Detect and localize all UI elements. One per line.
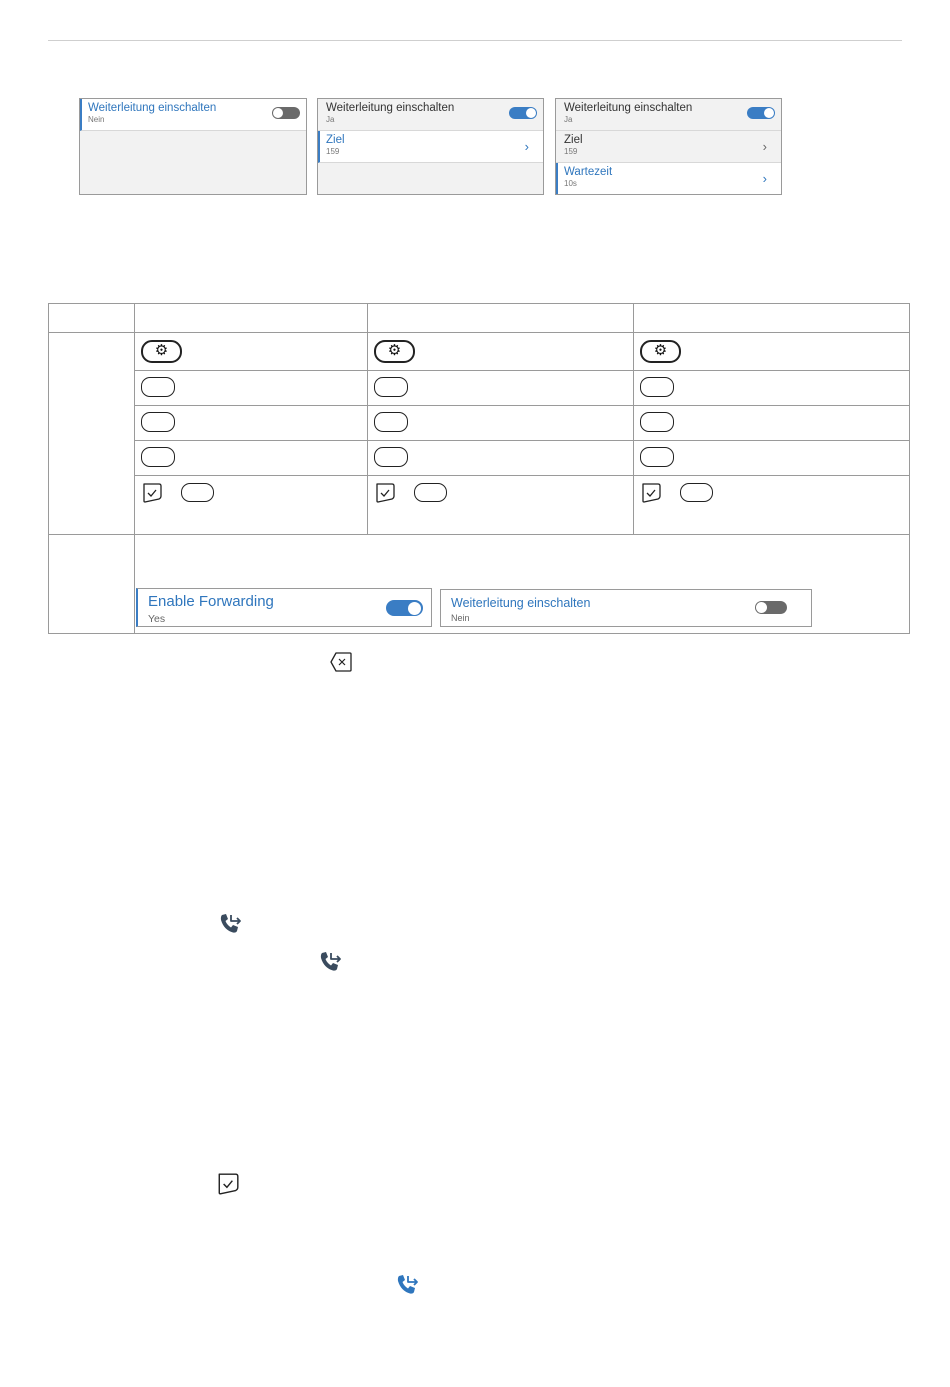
setting-value: 159: [326, 147, 340, 156]
navigation-key[interactable]: [414, 483, 447, 502]
sample-title: Enable Forwarding: [148, 593, 274, 610]
navigation-key[interactable]: [680, 483, 713, 502]
sample-value: Nein: [451, 613, 470, 623]
navigation-key[interactable]: [374, 447, 408, 467]
navigation-key[interactable]: [141, 377, 175, 397]
setting-value: Nein: [88, 115, 105, 124]
setting-value: 10s: [564, 179, 577, 188]
gear-icon: ⚙: [387, 342, 402, 359]
screen-step-1: [79, 98, 307, 195]
table-row-divider: [134, 475, 910, 476]
navigation-key[interactable]: [374, 412, 408, 432]
setting-row-enable-forwarding[interactable]: [556, 99, 781, 131]
settings-key[interactable]: [141, 340, 182, 363]
setting-row-enable-forwarding[interactable]: [318, 99, 543, 131]
setting-title: Weiterleitung einschalten: [564, 102, 693, 114]
table-row-divider: [134, 405, 910, 406]
table-col-divider: [134, 303, 135, 634]
checkmark-softkey-icon[interactable]: [141, 482, 163, 504]
navigation-key[interactable]: [640, 412, 674, 432]
sample-title: Weiterleitung einschalten: [451, 596, 591, 610]
header-rule: [48, 40, 902, 41]
navigation-key[interactable]: [374, 377, 408, 397]
setting-title: Weiterleitung einschalten: [326, 102, 455, 114]
toggle-switch[interactable]: [747, 107, 775, 119]
setting-value: 159: [564, 147, 578, 156]
navigation-key[interactable]: [141, 412, 175, 432]
toggle-switch[interactable]: [386, 600, 423, 616]
table-row-divider: [48, 534, 910, 535]
settings-key[interactable]: [640, 340, 681, 363]
setting-title: Ziel: [564, 134, 583, 146]
settings-key[interactable]: [374, 340, 415, 363]
call-forward-icon: [318, 950, 344, 974]
call-forward-icon: [395, 1273, 421, 1297]
screen-step-2: [317, 98, 544, 195]
sample-row-english[interactable]: [136, 588, 432, 627]
toggle-switch[interactable]: [509, 107, 537, 119]
setting-row-destination[interactable]: [556, 131, 781, 163]
sample-value: Yes: [148, 613, 166, 625]
navigation-key[interactable]: [640, 377, 674, 397]
chevron-right-icon: ›: [524, 139, 529, 154]
setting-row-delay[interactable]: [556, 163, 781, 195]
navigation-key[interactable]: [181, 483, 214, 502]
checkmark-softkey-icon[interactable]: [640, 482, 662, 504]
setting-title: Wartezeit: [564, 166, 613, 178]
navigation-key[interactable]: [141, 447, 175, 467]
table-col-divider: [633, 303, 634, 534]
call-forward-icon: [218, 912, 244, 936]
sample-row-german[interactable]: [440, 589, 812, 627]
gear-icon: ⚙: [154, 342, 169, 359]
setting-value: Ja: [564, 115, 573, 124]
setting-title: Weiterleitung einschalten: [88, 102, 217, 114]
delete-icon: [329, 651, 353, 673]
chevron-right-icon: ›: [762, 139, 767, 154]
navigation-key[interactable]: [640, 447, 674, 467]
toggle-switch[interactable]: [272, 107, 300, 119]
screen-step-3: [555, 98, 782, 195]
checkmark-softkey-icon[interactable]: [374, 482, 396, 504]
table-row-divider: [134, 440, 910, 441]
toggle-switch[interactable]: [755, 601, 787, 614]
setting-title: Ziel: [326, 134, 345, 146]
checkmark-softkey-icon: [216, 1172, 240, 1196]
setting-row-destination[interactable]: [318, 131, 543, 163]
chevron-right-icon: ›: [762, 171, 767, 186]
table-col-divider: [367, 303, 368, 534]
setting-row-enable-forwarding[interactable]: [80, 99, 306, 131]
setting-value: Ja: [326, 115, 335, 124]
table-row-divider: [48, 332, 910, 333]
table-row-divider: [134, 370, 910, 371]
gear-icon: ⚙: [653, 342, 668, 359]
